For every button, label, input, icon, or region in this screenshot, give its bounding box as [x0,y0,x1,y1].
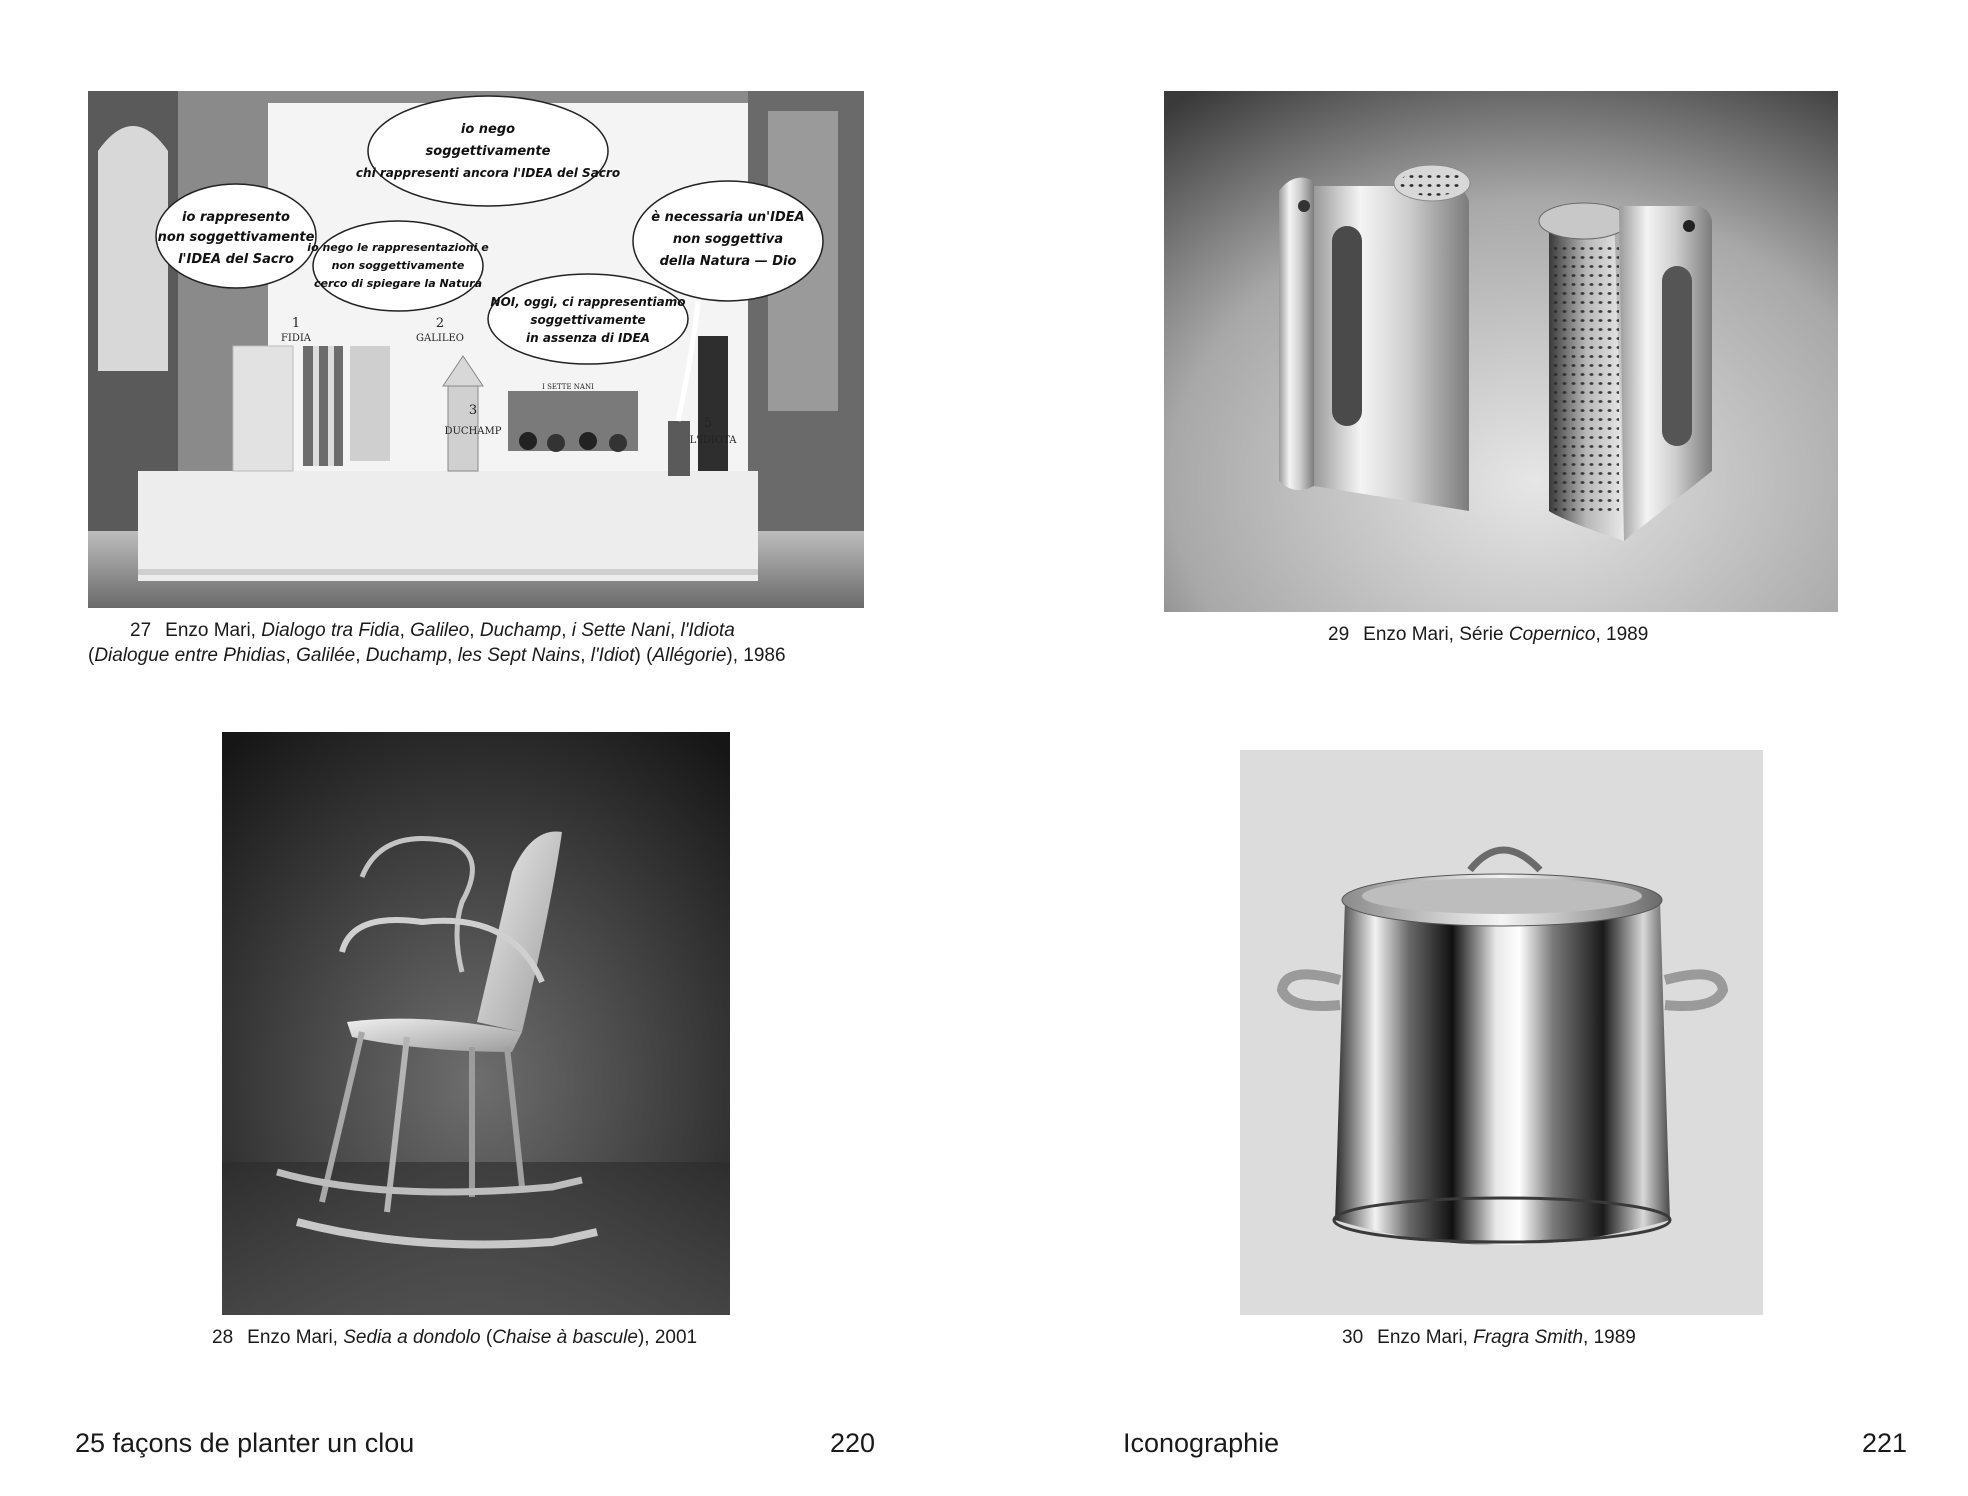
caption-title-fr-2: Galilée [296,645,356,666]
caption-sep: , [669,620,676,641]
caption-title-it-4: i Sette Nani [571,620,670,641]
cloud4-line2: non soggettiva [672,232,784,247]
cooking-pot-illustration [1240,750,1763,1315]
label-sette-nani: I SETTE NANI [542,383,594,391]
cloud1-line1: io rappresento [182,210,290,225]
figure-29-caption [1328,622,1648,647]
caption-paren: ( [480,1327,493,1348]
caption-title-it: Dialogo tra Fidia [261,620,400,641]
caption-sep: , [355,645,361,666]
caption-author: Enzo Mari, [247,1327,338,1348]
cloud5-line1: NOI, oggi, ci rappresentiamo [490,295,686,309]
cloud3-line3: cerco di spiegare la Natura [313,277,483,290]
caption-year: ), 1986 [726,645,786,666]
figure-27-caption [130,618,735,643]
caption-title-fr: Dialogue entre Phidias [94,645,286,666]
caption-title-fr-3: Duchamp [365,645,448,666]
figure-number: 28 [212,1327,234,1348]
label-1: 1 [291,316,301,331]
caption-title-fr-5: l'Idiot [590,645,635,666]
cloud5-line2: soggettivamente [530,313,646,327]
label-fidia: FIDIA [280,333,312,344]
cloud4-line1: è necessaria un'IDEA [651,210,805,225]
caption-paren: ) ( [634,645,653,666]
figure-27-photo [88,91,864,608]
cloud1-line3: l'IDEA del Sacro [178,252,294,267]
caption-sep: , [469,620,475,641]
caption-title: Copernico [1508,624,1596,645]
label-3: 3 [468,403,478,418]
caption-paren: ( [88,645,95,666]
figure-28-caption [212,1325,732,1350]
caption-title-it-3: Duchamp [479,620,562,641]
caption-title-fr-6: Allégorie [652,645,727,666]
footer-right-title: Iconographie [1123,1428,1280,1458]
label-2: 2 [435,316,445,331]
figure-30-photo [1240,750,1763,1315]
footer-left-title: 25 façons de planter un clou [75,1428,415,1458]
exhibition-photo-illustration [88,91,864,608]
copernico-grater-illustration [1164,91,1838,612]
figure-30-caption [1342,1325,1636,1350]
cloud3-line2: non soggettivamente [331,259,465,272]
label-duchamp: DUCHAMP [444,426,502,437]
footer-right-page-number: 221 [1862,1428,1908,1458]
caption-sep: , [561,620,567,641]
cloud1-line2: non soggettivamente [157,230,315,245]
caption-sep: , [447,645,453,666]
caption-title-fr-4: les Sept Nains [457,645,581,666]
caption-year: ), 2001 [637,1327,698,1348]
caption-author: Enzo Mari, [1377,1327,1468,1348]
figure-number: 27 [130,620,152,641]
figure-number: 29 [1328,624,1350,645]
cloud2-line2: soggettivamente [425,144,551,159]
label-5: 5 [703,416,713,431]
caption-title-it: Sedia a dondolo [343,1327,481,1348]
caption-author: Enzo Mari, Série [1363,624,1504,645]
figure-28-photo [222,732,730,1315]
footer-left-page-number: 220 [830,1428,876,1458]
cloud2-line1: io nego [460,122,516,137]
label-idiota: L'IDIOTA [689,435,737,446]
caption-sep: , [285,645,291,666]
cloud2-line3: chi rappresenti ancora l'IDEA del Sacro [355,166,621,180]
caption-year: , 1989 [1595,624,1649,645]
caption-title: Fragra Smith [1473,1327,1584,1348]
caption-title-it-2: Galileo [410,620,470,641]
caption-title-fr: Chaise à bascule [492,1327,638,1348]
figure-27-caption-line2 [88,643,786,668]
cloud3-line1: io nego le rappresentazioni e [307,241,489,254]
figure-number: 30 [1342,1327,1364,1348]
caption-author: Enzo Mari, [165,620,256,641]
caption-year: , 1989 [1583,1327,1636,1348]
figure-29-photo [1164,91,1838,612]
label-galileo: GALILEO [416,333,464,344]
cloud4-line3: della Natura — Dio [659,254,797,269]
cloud5-line3: in assenza di IDEA [526,331,650,345]
caption-sep: , [580,645,586,666]
rocking-chair-illustration [222,732,730,1315]
caption-title-it-5: l'Idiota [680,620,735,641]
caption-sep: , [399,620,405,641]
